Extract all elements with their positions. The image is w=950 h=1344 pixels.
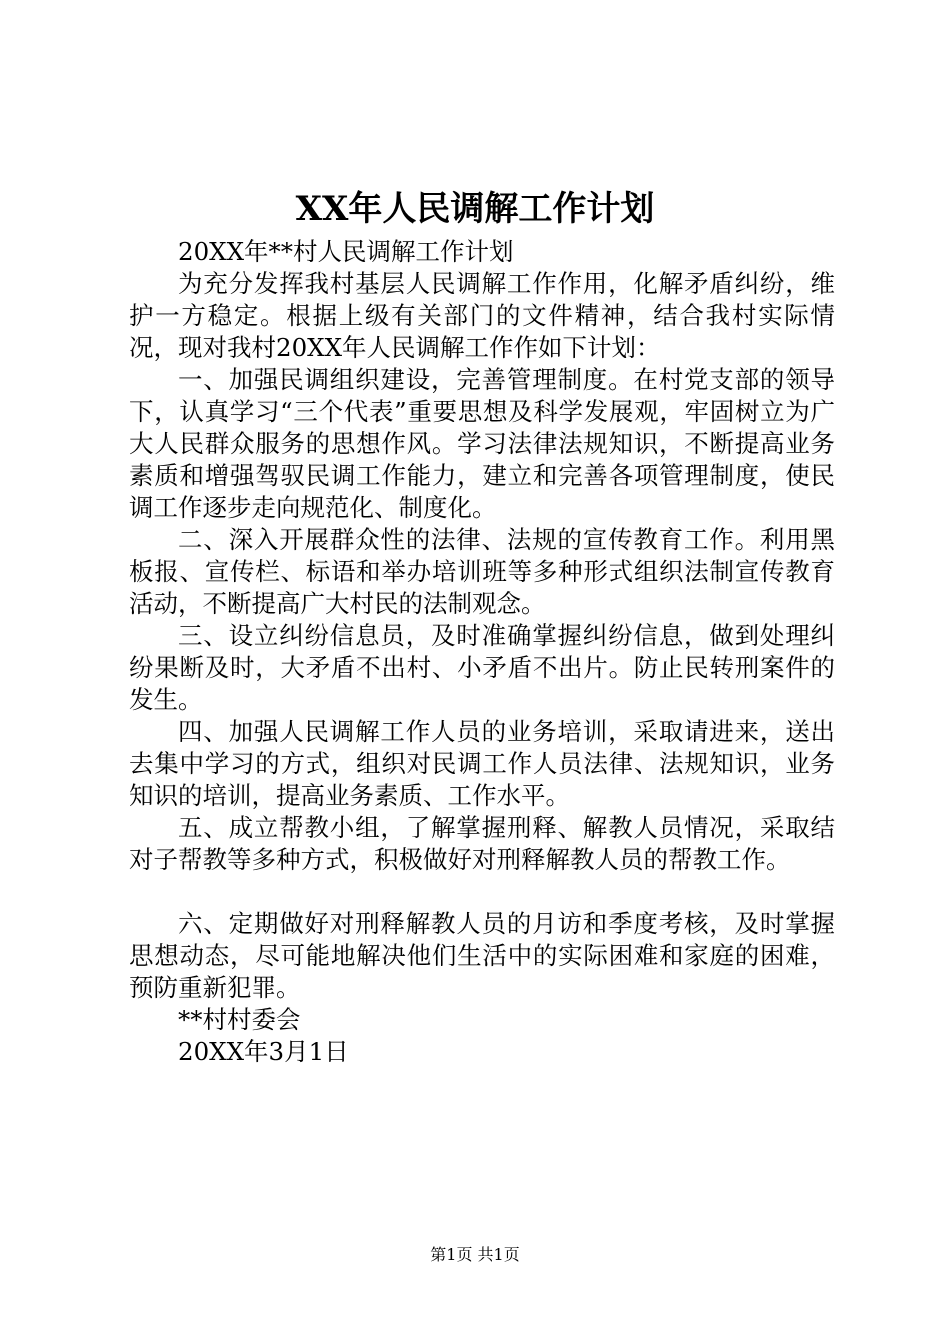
item-5-paragraph: 五、成立帮教小组，了解掌握刑释、解教人员情况，采取结对子帮教等多种方式，积极做好对刑释解教人员的帮教工作。 <box>129 813 835 874</box>
intro-paragraph: 为充分发挥我村基层人民调解工作作用，化解矛盾纠纷，维护一方稳定。根据上级有关部门的文件精神，结合我村实际情况，现对我村20XX年人民调解工作作如下计划： <box>129 269 835 362</box>
item-6-paragraph: 六、定期做好对刑释解教人员的月访和季度考核，及时掌握思想动态，尽可能地解决他们生活中的实际困难和家庭的困难，预防重新犯罪。 <box>129 909 835 1002</box>
date-line: 20XX年3月1日 <box>178 1037 349 1066</box>
item-3-paragraph: 三、设立纠纷信息员，及时准确掌握纠纷信息，做到处理纠纷果断及时，大矛盾不出村、小矛盾不出片。防止民转刑案件的发生。 <box>129 621 835 714</box>
item-2-paragraph: 二、深入开展群众性的法律、法规的宣传教育工作。利用黑板报、宣传栏、标语和举办培训班等多种形式组织法制宣传教育活动，不断提高广大村民的法制观念。 <box>129 525 835 618</box>
plan-heading-line: 20XX年**村人民调解工作计划 <box>178 237 514 266</box>
item-1-paragraph: 一、加强民调组织建设，完善管理制度。在村党支部的领导下，认真学习“三个代表”重要思想及科学发展观，牢固树立为广大人民群众服务的思想作风。学习法律法规知识，不断提高业务素质和增强驾驭民调工作能力，建立和完善各项管理制度，使民调工作逐步走向规范化、制度化。 <box>129 365 835 522</box>
signature-line: **村村委会 <box>178 1005 301 1034</box>
item-4-paragraph: 四、加强人民调解工作人员的业务培训，采取请进来，送出去集中学习的方式，组织对民调工作人员法律、法规知识，业务知识的培训，提高业务素质、工作水平。 <box>129 717 835 810</box>
document-title: XX年人民调解工作计划 <box>295 189 655 229</box>
page-footer: 第1页 共1页 <box>430 1245 520 1264</box>
document-body <box>129 236 835 1068</box>
